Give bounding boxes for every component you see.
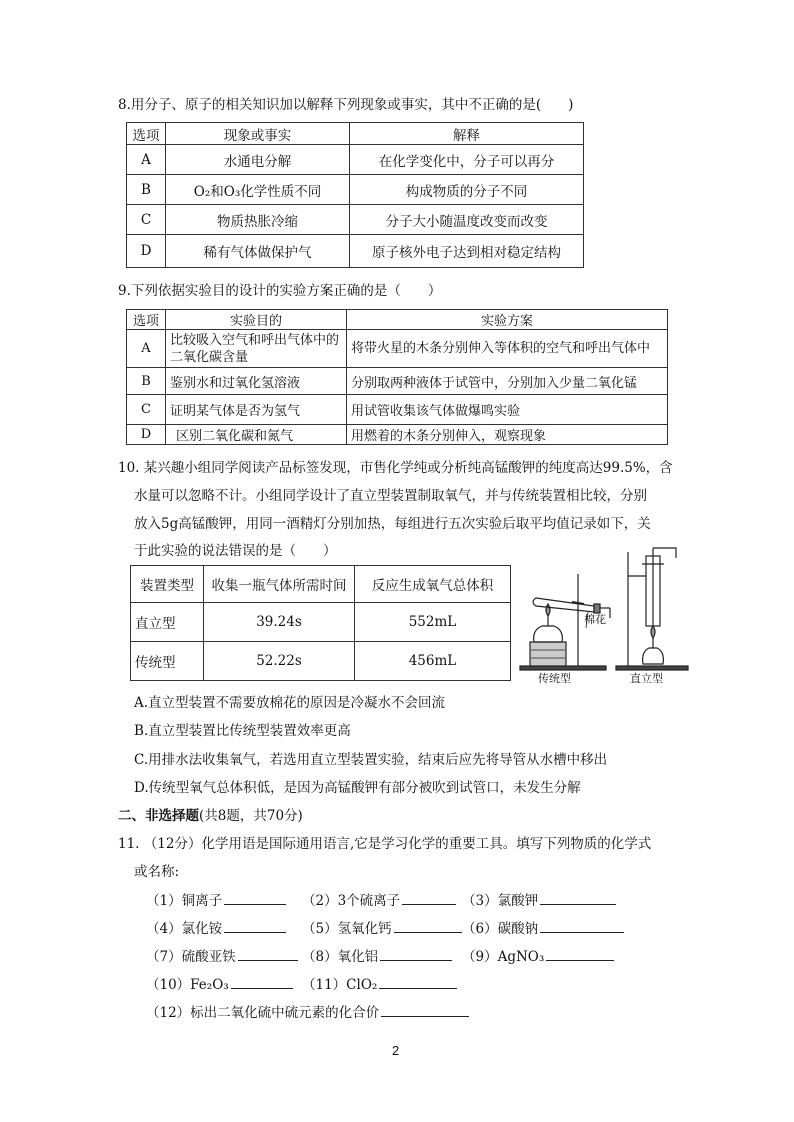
- q8-row-explain: 在化学变化中，分子可以再分: [350, 145, 584, 175]
- q9-table: [126, 309, 668, 445]
- traditional-label: 传统型: [538, 672, 571, 685]
- q11-item: （10）Fe₂O₃: [146, 973, 293, 995]
- q10-option-c: C.用排水法收集氧气，若选用直立型装置实验，结束后应先将导管从水槽中移出: [134, 752, 608, 768]
- q9-row-plan: 将带火星的木条分别伸入等体积的空气和呼出气体中: [347, 330, 668, 368]
- q8-row-fact: 水通电分解: [166, 145, 350, 175]
- flame: [546, 604, 550, 616]
- q11-item: （8）氧化铝: [302, 945, 452, 967]
- q11-item: （7）硫酸亚铁: [146, 945, 298, 967]
- test-tube: [533, 598, 594, 612]
- q8-row-fact: 物质热胀冷缩: [166, 205, 350, 235]
- answer-blank[interactable]: [394, 917, 462, 933]
- q8-row-option: B: [127, 175, 166, 205]
- q10-option-b: B.直立型装置比传统型装置效率更高: [134, 723, 351, 739]
- answer-blank[interactable]: [231, 973, 293, 989]
- answer-blank[interactable]: [402, 889, 456, 905]
- q8-row-option: D: [127, 235, 166, 268]
- q10-header-volume: 反应生成氧气总体积: [355, 566, 511, 603]
- q10-row-volume: 456mL: [355, 642, 511, 681]
- q10-header-time: 收集一瓶气体所需时间: [204, 566, 355, 603]
- section2-heading: [118, 806, 303, 826]
- answer-blank[interactable]: [224, 889, 286, 905]
- q10-header-type: 装置类型: [131, 566, 204, 603]
- q11-item: （4）氯化铵: [146, 917, 286, 939]
- q8-row-option: C: [127, 205, 166, 235]
- q10-row-volume: 552mL: [355, 603, 511, 642]
- q9-header-option: 选项: [127, 310, 166, 330]
- q9-stem: 9.下列依据实验目的设计的实验方案正确的是（ ）: [118, 283, 442, 299]
- q8-header-fact: 现象或事实: [166, 123, 350, 145]
- q9-row-goal: 证明某气体是否为氢气: [166, 395, 347, 425]
- q11-item: （1）铜离子: [146, 889, 286, 911]
- answer-blank[interactable]: [238, 945, 298, 961]
- page-number: 2: [392, 1043, 400, 1058]
- upright-label: 直立型: [630, 672, 663, 685]
- q8-row-fact: O₂和O₃化学性质不同: [166, 175, 350, 205]
- q9-row-plan: 用燃着的木条分别伸入，观察现象: [347, 425, 668, 445]
- q8-stem: 8.用分子、原子的相关知识加以解释下列现象或事实，其中不正确的是( ): [118, 97, 574, 113]
- q11-stem-line2: 或名称:: [134, 864, 180, 880]
- q9-row-option: D: [127, 425, 166, 445]
- q11-item: （2）3个硫离子: [302, 889, 456, 911]
- q8-row-explain: 原子核外电子达到相对稳定结构: [350, 235, 584, 268]
- q9-header-goal: 实验目的: [166, 310, 347, 330]
- q8-row-explain: 分子大小随温度改变而改变: [350, 205, 584, 235]
- q9-row-plan: 分别取两种液体于试管中，分别加入少量二氧化锰: [347, 368, 668, 395]
- answer-blank[interactable]: [540, 917, 624, 933]
- alcohol-lamp: [534, 626, 563, 642]
- q10-stem-line3: 放入5g高锰酸钾，用同一酒精灯分别加热，每组进行五次实验后取平均值记录如下，关: [134, 516, 651, 532]
- q10-row-time: 39.24s: [204, 603, 355, 642]
- q8-row-fact: 稀有气体做保护气: [166, 235, 350, 268]
- section2-title: 二、非选择题: [118, 808, 199, 824]
- q10-stem-line2: 水量可以忽略不计。小组同学设计了直立型装置制取氧气，并与传统装置相比较，分别: [134, 488, 647, 504]
- q10-option-a: A.直立型装置不需要放棉花的原因是冷凝水不会回流: [134, 695, 446, 711]
- q11-item: （5）氢氧化钙: [302, 917, 462, 939]
- q9-row-option: B: [127, 368, 166, 395]
- wooden-block: [530, 642, 566, 666]
- q10-row-type: 直立型: [131, 603, 204, 642]
- q8-header-explain: 解释: [350, 123, 584, 145]
- q9-header-plan: 实验方案: [347, 310, 668, 330]
- answer-blank[interactable]: [381, 1001, 469, 1017]
- answer-blank[interactable]: [224, 917, 286, 933]
- q8-row-option: A: [127, 145, 166, 175]
- q9-row-plan: 用试管收集该气体做爆鸣实验: [347, 395, 668, 425]
- answer-blank[interactable]: [380, 945, 452, 961]
- q10-option-d: D.传统型氧气总体积低，是因为高锰酸钾有部分被吹到试管口，未发生分解: [134, 780, 581, 796]
- q9-row-goal: 区别二氧化碳和氮气: [166, 425, 347, 445]
- section2-note: (共8题，共70分): [199, 808, 303, 824]
- cotton-label: 棉花: [584, 613, 606, 626]
- answer-blank[interactable]: [379, 973, 457, 989]
- q8-row-explain: 构成物质的分子不同: [350, 175, 584, 205]
- q8-table: [126, 122, 584, 268]
- q10-row-type: 传统型: [131, 642, 204, 681]
- q9-row-option: C: [127, 395, 166, 425]
- q10-stem-line1: 10. 某兴趣小组同学阅读产品标签发现，市售化学纯或分析纯高锰酸钾的纯度高达99.5%，含: [118, 460, 673, 476]
- q9-row-option: A: [127, 330, 166, 368]
- q10-table: [130, 565, 511, 681]
- q8-header-option: 选项: [127, 123, 166, 145]
- q10-row-time: 52.22s: [204, 642, 355, 681]
- answer-blank[interactable]: [540, 889, 616, 905]
- answer-blank[interactable]: [546, 945, 614, 961]
- q10-stem-line4: 于此实验的说法错误的是（ ）: [134, 543, 337, 559]
- q11-item: （11）ClO₂: [302, 973, 457, 995]
- q11-item: （12）标出二氧化硫中硫元素的化合价: [146, 1001, 469, 1023]
- q9-row-goal: 鉴别水和过氧化氢溶液: [166, 368, 347, 395]
- q11-item: （3）氯酸钾: [462, 889, 616, 911]
- q11-item: （6）碳酸钠: [462, 917, 624, 939]
- q9-row-goal: 比较吸入空气和呼出气体中的二氧化碳含量: [166, 330, 347, 368]
- q11-item: （9）AgNO₃: [462, 945, 614, 967]
- q11-stem-line1: 11. （12分）化学用语是国际通用语言,它是学习化学的重要工具。填写下列物质的化学式: [118, 836, 652, 852]
